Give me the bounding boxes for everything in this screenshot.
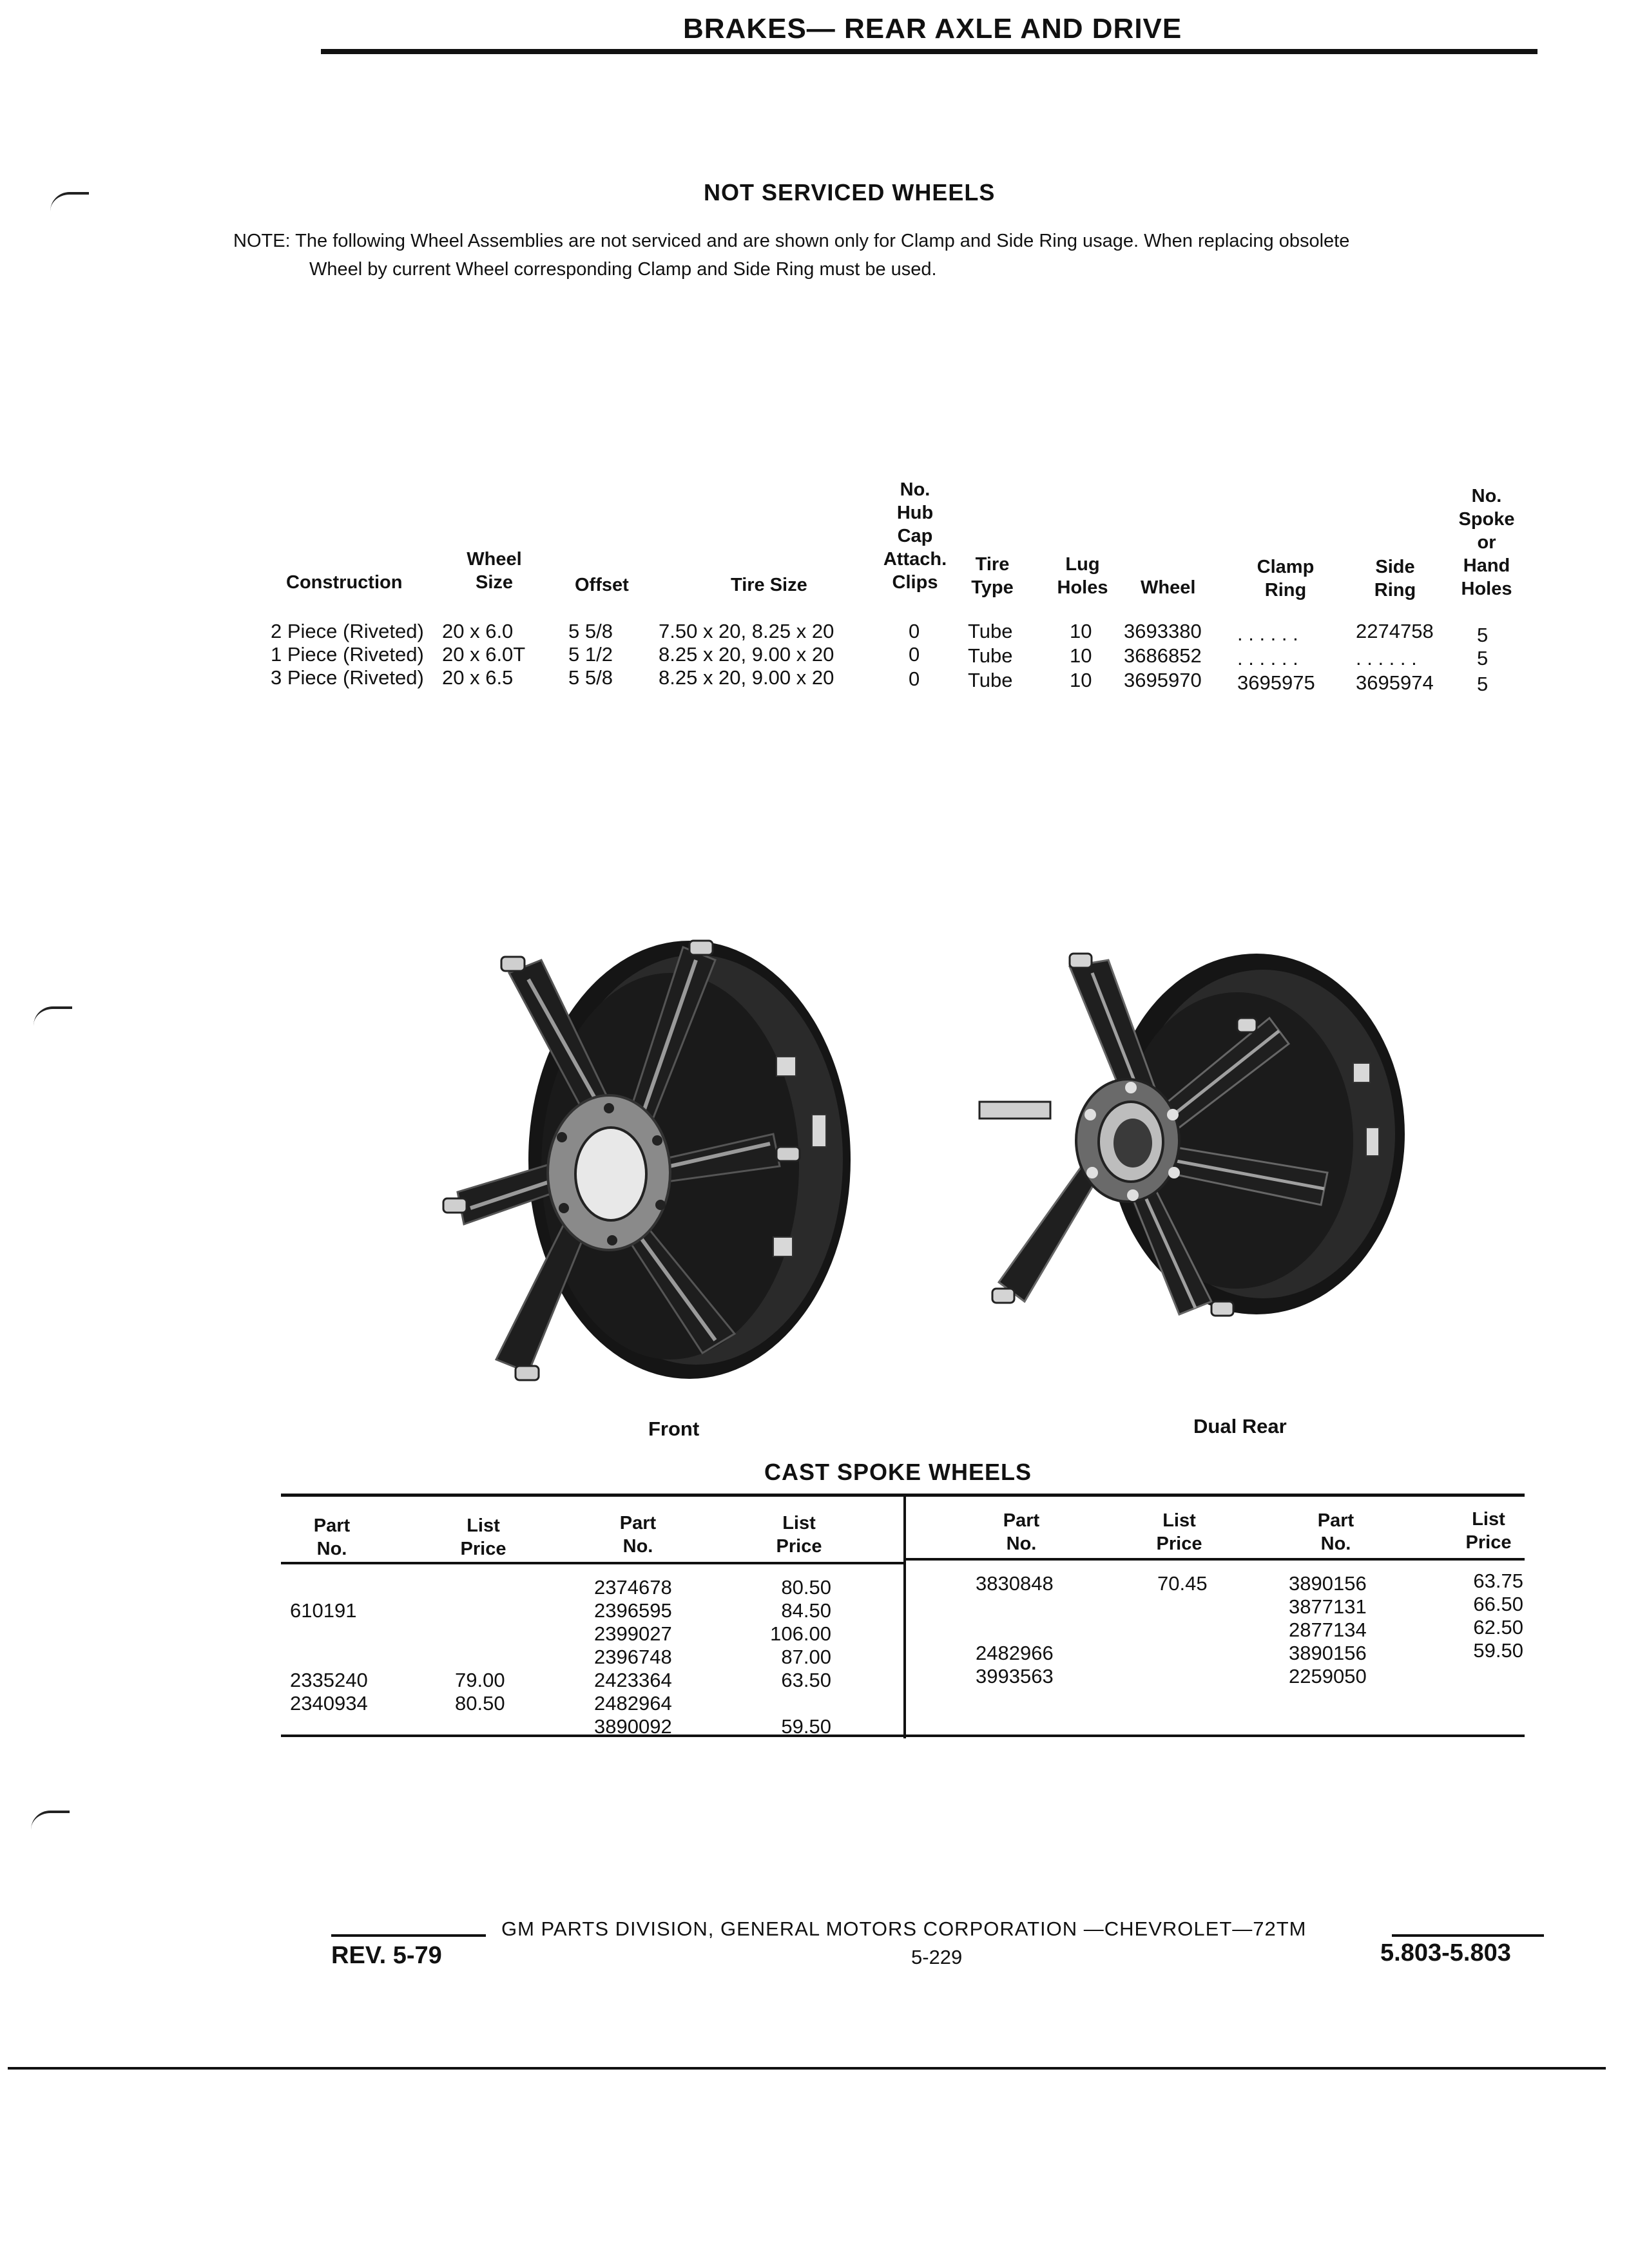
part-number: 2423364 [594,1669,672,1691]
table-header-rule [905,1558,1525,1561]
part-number [976,1711,1054,1735]
table-cell-type: Tube [968,644,1013,667]
table-cell-clamp: 3695975 [1237,671,1315,694]
part-number: 3993563 [976,1665,1054,1687]
part-number: 3830848 [976,1572,1054,1595]
part-number: 2374678 [594,1576,672,1599]
table-cell-clips: 0 [909,620,920,642]
part-number: 2259050 [1289,1665,1367,1687]
part-number: 2335240 [290,1669,368,1691]
table-divider [903,1494,906,1738]
column-header-part: Part No. [1003,1510,1040,1554]
table-cell-lug: 10 [1070,644,1092,667]
part-number [290,1646,368,1669]
note-label: NOTE: [233,231,291,251]
part-number [290,1576,368,1599]
table-cell-side: 3695974 [1356,671,1434,694]
price-column [1437,1570,1523,1732]
header-wheel: Wheel [1141,577,1196,598]
column-header-price: List Price [1156,1510,1202,1554]
list-price [455,1715,505,1738]
list-price: 106.00 [770,1622,831,1645]
part-column [290,1576,368,1738]
list-price [1157,1619,1208,1642]
margin-mark [34,1006,72,1026]
list-price [1437,1686,1523,1709]
list-price: 80.50 [455,1692,505,1715]
list-price [747,1692,831,1715]
part-number: 2482966 [976,1642,1054,1664]
list-price [455,1599,505,1622]
list-price: 63.75 [1473,1570,1523,1592]
header-tire-type: Tire Type [971,554,1014,598]
part-number [976,1619,1054,1642]
column-header-price: List Price [1465,1509,1512,1553]
list-price: 63.50 [781,1669,831,1691]
part-column [976,1572,1054,1735]
list-price: 80.50 [781,1576,831,1599]
header-side-ring: Side Ring [1374,557,1416,601]
list-price: 59.50 [781,1715,831,1738]
header-construction: Construction [286,572,403,593]
table-cell-lug: 10 [1070,669,1092,691]
table-cell-lug: 10 [1070,620,1092,642]
note-line-1: The following Wheel Assemblies are not serviced and are shown only for Clamp and Side Ring usage. When replacing obsolete [295,231,1350,251]
table-cell-spoke: 5 [1477,673,1489,695]
footer-corporation: GM PARTS DIVISION, GENERAL MOTORS CORPORATION —CHEVROLET—72TM [501,1917,1307,1940]
table-cell-side: 2274758 [1356,620,1434,642]
table-cell-size: 20 x 6.0T [442,643,526,666]
header-tire-size: Tire Size [731,575,807,595]
header-offset: Offset [575,575,629,595]
list-price [1157,1642,1208,1665]
price-column [747,1576,831,1738]
table-cell-tire: 8.25 x 20, 9.00 x 20 [659,666,834,689]
header-lug-holes: Lug Holes [1057,554,1108,598]
part-number: 3890092 [594,1715,672,1738]
part-number [1289,1711,1367,1735]
table-cell-wheel: 3693380 [1124,620,1202,642]
list-price [455,1646,505,1669]
list-price: 59.50 [1473,1639,1523,1662]
column-header-price: List Price [776,1513,822,1557]
front-wheel-image [412,921,902,1411]
table-cell-wheel: 3686852 [1124,644,1202,667]
part-number [290,1622,368,1646]
part-column [1289,1572,1367,1735]
header-spoke-holes: No. Spoke or Hand Holes [1458,486,1515,599]
table-cell-side: . . . . . . [1356,647,1417,669]
column-header-price: List Price [460,1515,506,1559]
list-price: 87.00 [781,1646,831,1668]
list-price: 70.45 [1157,1572,1208,1595]
list-price [1437,1662,1523,1686]
table-cell-construction: 3 Piece (Riveted) [271,666,424,689]
list-price [1157,1665,1208,1688]
part-number: 3890156 [1289,1572,1367,1595]
part-column [594,1576,672,1738]
header-clamp-ring: Clamp Ring [1257,557,1315,601]
section-title-not-serviced: NOT SERVICED WHEELS [704,179,996,206]
list-price [1157,1595,1208,1619]
table-cell-clamp: . . . . . . [1237,647,1298,669]
part-number: 3890156 [1289,1642,1367,1664]
column-header-part: Part No. [1317,1510,1354,1554]
part-number: 2340934 [290,1692,368,1715]
note-line-2: Wheel by current Wheel corresponding Clamp and Side Ring must be used. [309,259,937,280]
header-wheel-size: Wheel Size [467,549,522,593]
list-price [455,1576,505,1599]
dual-rear-caption: Dual Rear [1193,1415,1287,1437]
table-cell-offset: 5 5/8 [568,620,613,642]
table-cell-clips: 0 [909,643,920,666]
part-number [976,1688,1054,1711]
note-paragraph [233,227,1522,284]
table-cell-construction: 1 Piece (Riveted) [271,643,424,666]
part-number: 2877134 [1289,1619,1367,1641]
table-cell-clamp: . . . . . . [1237,622,1298,645]
list-price [1437,1709,1523,1732]
table-cell-spoke: 5 [1477,647,1489,669]
table-header-rule [281,1562,903,1564]
table-cell-type: Tube [968,669,1013,691]
dual-rear-wheel-image [967,941,1431,1353]
footer-rule-right [1392,1934,1544,1937]
part-number [290,1715,368,1738]
page-bottom-rule [8,2067,1606,2070]
table-cell-construction: 2 Piece (Riveted) [271,620,424,642]
section-title-cast-spoke: CAST SPOKE WHEELS [764,1459,1032,1485]
header-rule [321,49,1537,54]
footer-section-number: 5.803-5.803 [1380,1939,1511,1966]
column-header-part: Part No. [313,1515,351,1559]
part-number: 2399027 [594,1622,672,1645]
part-number [1289,1688,1367,1711]
list-price [1157,1711,1208,1735]
table-cell-clips: 0 [909,668,920,690]
header-hub-cap-clips: No. Hub Cap Attach. Clips [883,479,947,593]
list-price: 66.50 [1473,1593,1523,1615]
table-cell-offset: 5 1/2 [568,643,613,666]
table-cell-spoke: 5 [1477,624,1489,646]
front-caption: Front [648,1418,700,1440]
column-header-part: Part No. [619,1513,657,1557]
part-number [976,1595,1054,1619]
table-cell-type: Tube [968,620,1013,642]
part-number: 2482964 [594,1692,672,1715]
list-price: 62.50 [1473,1616,1523,1639]
part-number: 2396748 [594,1646,672,1668]
price-column [1157,1572,1208,1735]
table-cell-tire: 8.25 x 20, 9.00 x 20 [659,643,834,666]
list-price [455,1622,505,1646]
footer-page-number: 5-229 [911,1946,963,1968]
table-cell-tire: 7.50 x 20, 8.25 x 20 [659,620,834,642]
margin-mark [31,1811,70,1830]
table-cell-wheel: 3695970 [1124,669,1202,691]
part-number: 3877131 [1289,1595,1367,1618]
list-price: 79.00 [455,1669,505,1691]
list-price: 84.50 [781,1599,831,1622]
list-price [1157,1688,1208,1711]
page-title: BRAKES— REAR AXLE AND DRIVE [683,13,1182,44]
footer-revision: REV. 5-79 [331,1942,442,1969]
part-number: 2396595 [594,1599,672,1622]
part-number: 610191 [290,1599,357,1622]
table-cell-offset: 5 5/8 [568,666,613,689]
footer-rule-left [331,1934,486,1937]
table-body [271,620,1527,697]
page-header [0,13,1629,52]
margin-mark [50,192,89,211]
price-column [455,1576,505,1738]
table-top-rule [281,1494,1525,1497]
table-cell-size: 20 x 6.0 [442,620,514,642]
table-cell-size: 20 x 6.5 [442,666,514,689]
